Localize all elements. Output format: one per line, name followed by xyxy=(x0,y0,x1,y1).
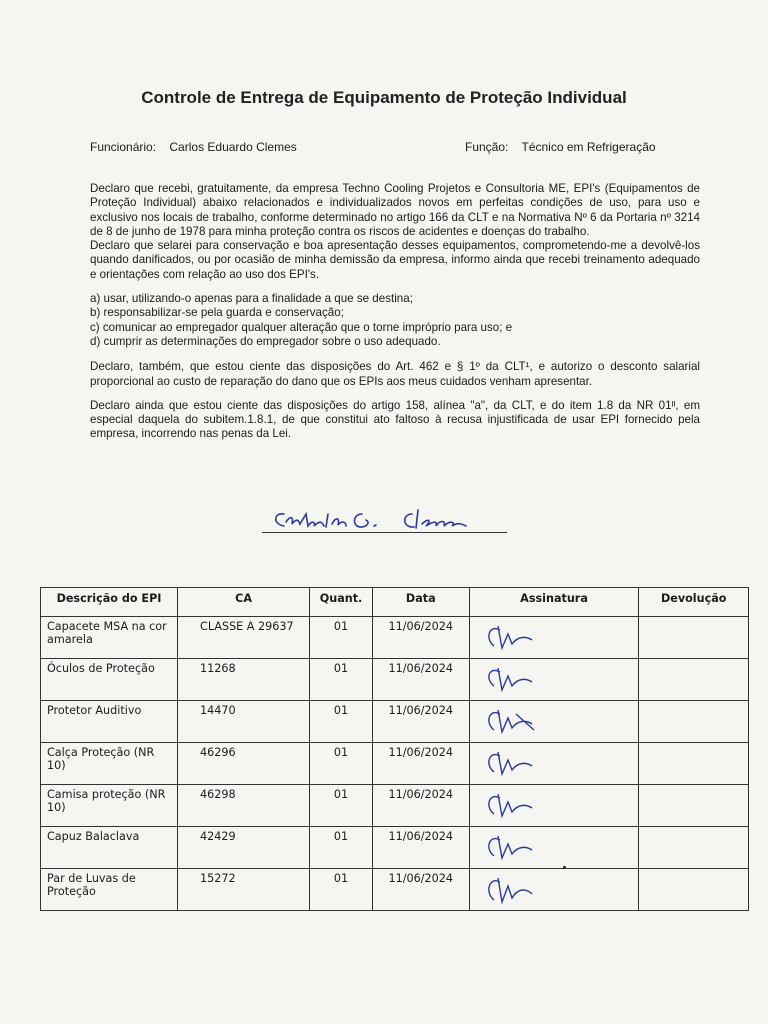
header-return: Devolução xyxy=(639,588,749,617)
obligation-item: a) usar, utilizando-o apenas para a finalidade a que se destina; xyxy=(90,292,413,306)
table-row xyxy=(41,827,749,869)
employee-signature xyxy=(262,500,512,540)
cell-quantity: 01 xyxy=(310,827,373,869)
obligation-item: d) cumprir as determinações do empregador sobre o uso adequado. xyxy=(90,334,441,348)
cell-description: Par de Luvas de Proteção xyxy=(41,869,178,911)
cell-return xyxy=(639,701,749,743)
cell-description: Calça Proteção (NR 10) xyxy=(41,743,178,785)
cell-ca: 42429 xyxy=(178,827,310,869)
cell-ca: 46298 xyxy=(178,785,310,827)
cell-return xyxy=(639,659,749,701)
cell-ca: 15272 xyxy=(178,869,310,911)
cell-quantity: 01 xyxy=(310,743,373,785)
cell-signature xyxy=(469,869,639,911)
cell-return xyxy=(639,827,749,869)
cell-date: 11/06/2024 xyxy=(372,743,469,785)
table-row xyxy=(41,701,749,743)
employee-label: Funcionário: xyxy=(90,140,157,154)
initials-signature xyxy=(476,620,556,652)
header-ca: CA xyxy=(178,588,310,617)
initials-signature xyxy=(476,872,556,904)
obligations-list xyxy=(90,292,700,349)
cell-date: 11/06/2024 xyxy=(372,617,469,659)
initials-signature xyxy=(476,662,556,694)
cell-quantity: 01 xyxy=(310,785,373,827)
declaration-paragraph-4: Declaro ainda que estou ciente das disposições do artigo 158, alínea "a", da CLT, e do item 1.8 da NR 01ᴵᴵ, em especial daquela do subitem.1.8.1, de que constitui ato faltoso à recusa injustificada de usar EPI fornecido pela empresa, incorrendo nas penas da Lei. xyxy=(90,398,700,441)
table-row xyxy=(41,869,749,911)
cell-description: Óculos de Proteção xyxy=(41,659,178,701)
table-row xyxy=(41,743,749,785)
header-date: Data xyxy=(372,588,469,617)
cell-signature xyxy=(469,827,639,869)
role-label: Função: xyxy=(465,140,509,154)
ink-dot xyxy=(563,866,566,869)
declaration-text xyxy=(90,182,700,452)
cell-signature xyxy=(469,743,639,785)
cell-date: 11/06/2024 xyxy=(372,659,469,701)
cell-ca: 11268 xyxy=(178,659,310,701)
header-description: Descrição do EPI xyxy=(41,588,178,617)
declaration-paragraph-1: Declaro que recebi, gratuitamente, da empresa Techno Cooling Projetos e Consultoria ME, EPI's (Equipamentos de Proteção Individual) abaixo relacionados e individualizados novos em perfeitas condições de uso, para uso e exclusivo nos locais de trabalho, conforme determinado no artigo 166 da CLT e na Normativa Nº 6 da Portaria nº 3214 de 8 de junho de 1978 para minha proteção contra os riscos de acidentes e doenças do trabalho. xyxy=(90,182,700,238)
epi-delivery-table xyxy=(40,587,749,911)
employee-name: Carlos Eduardo Clemes xyxy=(169,140,297,154)
table-header-row xyxy=(41,588,749,617)
cell-date: 11/06/2024 xyxy=(372,785,469,827)
declaration-paragraph-3: Declaro, também, que estou ciente das disposições do Art. 462 e § 1º da CLT¹, e autorizo o desconto salarial proporcional ao custo de reparação do dano que os EPIs aos meus cuidados venham apresentar. xyxy=(90,360,700,388)
initials-signature xyxy=(476,746,556,778)
cell-description: Camisa proteção (NR 10) xyxy=(41,785,178,827)
declaration-paragraph-2: Declaro que selarei para conservação e boa apresentação desses equipamentos, comprometendo-me a devolvê-los quando danificados, ou por ocasião de minha demissão da empresa, informo ainda que recebi treinamento adequado e orientações com relação ao uso dos EPI's. xyxy=(90,239,700,281)
cell-return xyxy=(639,869,749,911)
cell-description: Protetor Auditivo xyxy=(41,701,178,743)
initials-signature xyxy=(476,830,556,862)
cell-signature xyxy=(469,701,639,743)
cell-description: Capacete MSA na cor amarela xyxy=(41,617,178,659)
cell-ca: 46296 xyxy=(178,743,310,785)
role-field xyxy=(465,140,656,154)
cell-ca: 14470 xyxy=(178,701,310,743)
cell-return xyxy=(639,617,749,659)
cell-date: 11/06/2024 xyxy=(372,701,469,743)
signature-line xyxy=(262,532,507,533)
initials-signature xyxy=(476,788,556,820)
table-row xyxy=(41,659,749,701)
cell-quantity: 01 xyxy=(310,701,373,743)
cell-description: Capuz Balaclava xyxy=(41,827,178,869)
header-signature: Assinatura xyxy=(469,588,639,617)
obligation-item: b) responsabilizar-se pela guarda e conservação; xyxy=(90,306,344,320)
cell-date: 11/06/2024 xyxy=(372,827,469,869)
cell-quantity: 01 xyxy=(310,617,373,659)
table-row xyxy=(41,785,749,827)
cell-signature xyxy=(469,659,639,701)
document-title: Controle de Entrega de Equipamento de Proteção Individual xyxy=(141,88,627,107)
role-value: Técnico em Refrigeração xyxy=(521,140,656,154)
cell-signature xyxy=(469,617,639,659)
cell-quantity: 01 xyxy=(310,659,373,701)
employee-field xyxy=(90,140,297,154)
cell-ca: CLASSE A 29637 xyxy=(178,617,310,659)
initials-signature xyxy=(476,704,556,736)
cell-quantity: 01 xyxy=(310,869,373,911)
cell-return xyxy=(639,743,749,785)
cell-return xyxy=(639,785,749,827)
header-quantity: Quant. xyxy=(310,588,373,617)
obligation-item: c) comunicar ao empregador qualquer alteração que o torne impróprio para uso; e xyxy=(90,320,513,334)
cell-signature xyxy=(469,785,639,827)
table-row xyxy=(41,617,749,659)
cell-date: 11/06/2024 xyxy=(372,869,469,911)
